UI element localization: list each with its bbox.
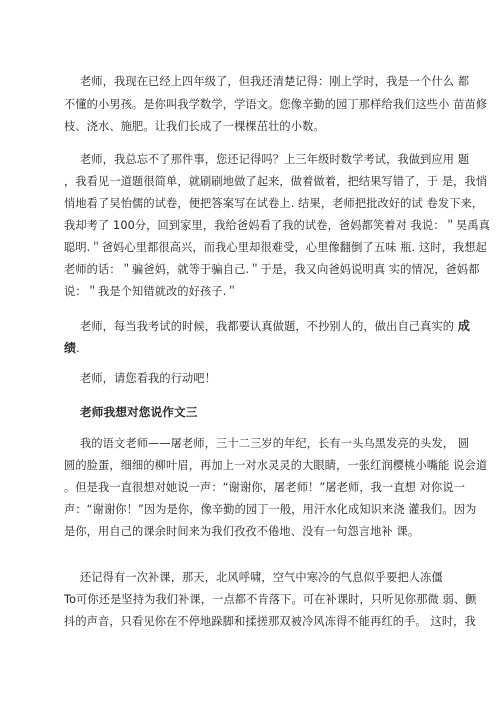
paragraph-4: 老师，请您看我的行动吧！	[80, 372, 217, 385]
paragraph-5-line-4: 声：“谢谢你！”因为是你，像辛勤的园丁一般，用汗水化成知识来浇 灌我们。因为	[64, 503, 477, 516]
paragraph-5-line-5: 是你，用自己的课余时间来为我们孜孜不倦地、没有一句怨言地补 课。	[64, 525, 420, 538]
paragraph-5-line-3: 。但是我一直很想对她说一声：“谢谢你，屠老师！”屠老师，我一直想 对你说一	[64, 481, 466, 494]
paragraph-1-line-2: 不懂的小男孩。是你叫我学数学，学语文。您像辛勤的园丁那样给我们这些小 苗苗修	[64, 98, 488, 111]
paragraph-6-line-3: 抖的声音，只看见你在不停地跺脚和揉搓那双被冷风冻得不能再红的手。 这时，我	[64, 615, 476, 628]
paragraph-3-text: 老师，每当我考试的时候，我都要认真做题，不抄别人的，做出自己真实的	[80, 320, 458, 333]
paragraph-3-line-1	[80, 318, 470, 335]
paragraph-6-line-1: 还记得有一次补课，那天，北风呼啸，空气中寒冷的气息似乎要把人冻僵	[80, 571, 443, 584]
paragraph-3-end: .	[76, 342, 80, 355]
paragraph-6-line-2: To可你还是坚持为我们补课，一点都不肯落下。可在补课时，只听见你那微 弱、颤	[64, 593, 477, 606]
paragraph-3-emphasis-2: 绩	[64, 341, 77, 355]
paragraph-2-line-6: 老师的话：＂骗爸妈，就等于骗自己.＂于是，我又向爸妈说明真 实的情况，爸妈都	[64, 263, 480, 276]
paragraph-2-line-1: 老师，我总忘不了那件事，您还记得吗？上三年级时数学考试，我做到应用 题	[80, 153, 470, 166]
paragraph-3-emphasis-1: 成	[457, 319, 471, 333]
paragraph-2-line-2: ，我看见一道题很简单，就刷刷地做了起来，做着做着，把结果写错了，于 是，我悄	[64, 175, 488, 188]
paragraph-2-line-4: 我却考了 100分，回到家里，我给爸妈看了我的试卷，爸妈都笑着对 我说：＂昊禹真	[64, 219, 491, 232]
paragraph-5-line-2: 圆的脸蛋，细细的柳叶眉，再加上一对水灵灵的大眼睛，一张红润樱桃小嘴能 说会道	[64, 459, 488, 472]
paragraph-5-line-1: 我的语文老师——屠老师，三十二三岁的年纪，长有一头乌黑发亮的头发， 圆	[80, 437, 470, 450]
paragraph-2-line-3: 悄地看了旲怡儒的试卷，便把答案写在试卷上. 结果，老师把批改好的试 卷发下来，	[64, 197, 484, 210]
paragraph-1-line-1: 老师，我现在已经上四年级了，但我还清楚记得：刚上学时，我是一个什么 都	[80, 75, 470, 88]
paragraph-2-line-7: 说：＂我是个知错就改的好孩子.＂	[64, 285, 238, 298]
paragraph-1-line-3: 枝、浇水、施肥。让我们长成了一棵棵茁壮的小数。	[64, 120, 325, 133]
section-heading: 老师我想对您说作文三	[80, 405, 198, 419]
paragraph-2-line-5: 聪明.＂爸妈心里都很高兴，而我心里却很难受，心里像翻倒了五味 瓶. 这时，我想起	[64, 241, 487, 254]
paragraph-3-line-2	[64, 340, 80, 357]
